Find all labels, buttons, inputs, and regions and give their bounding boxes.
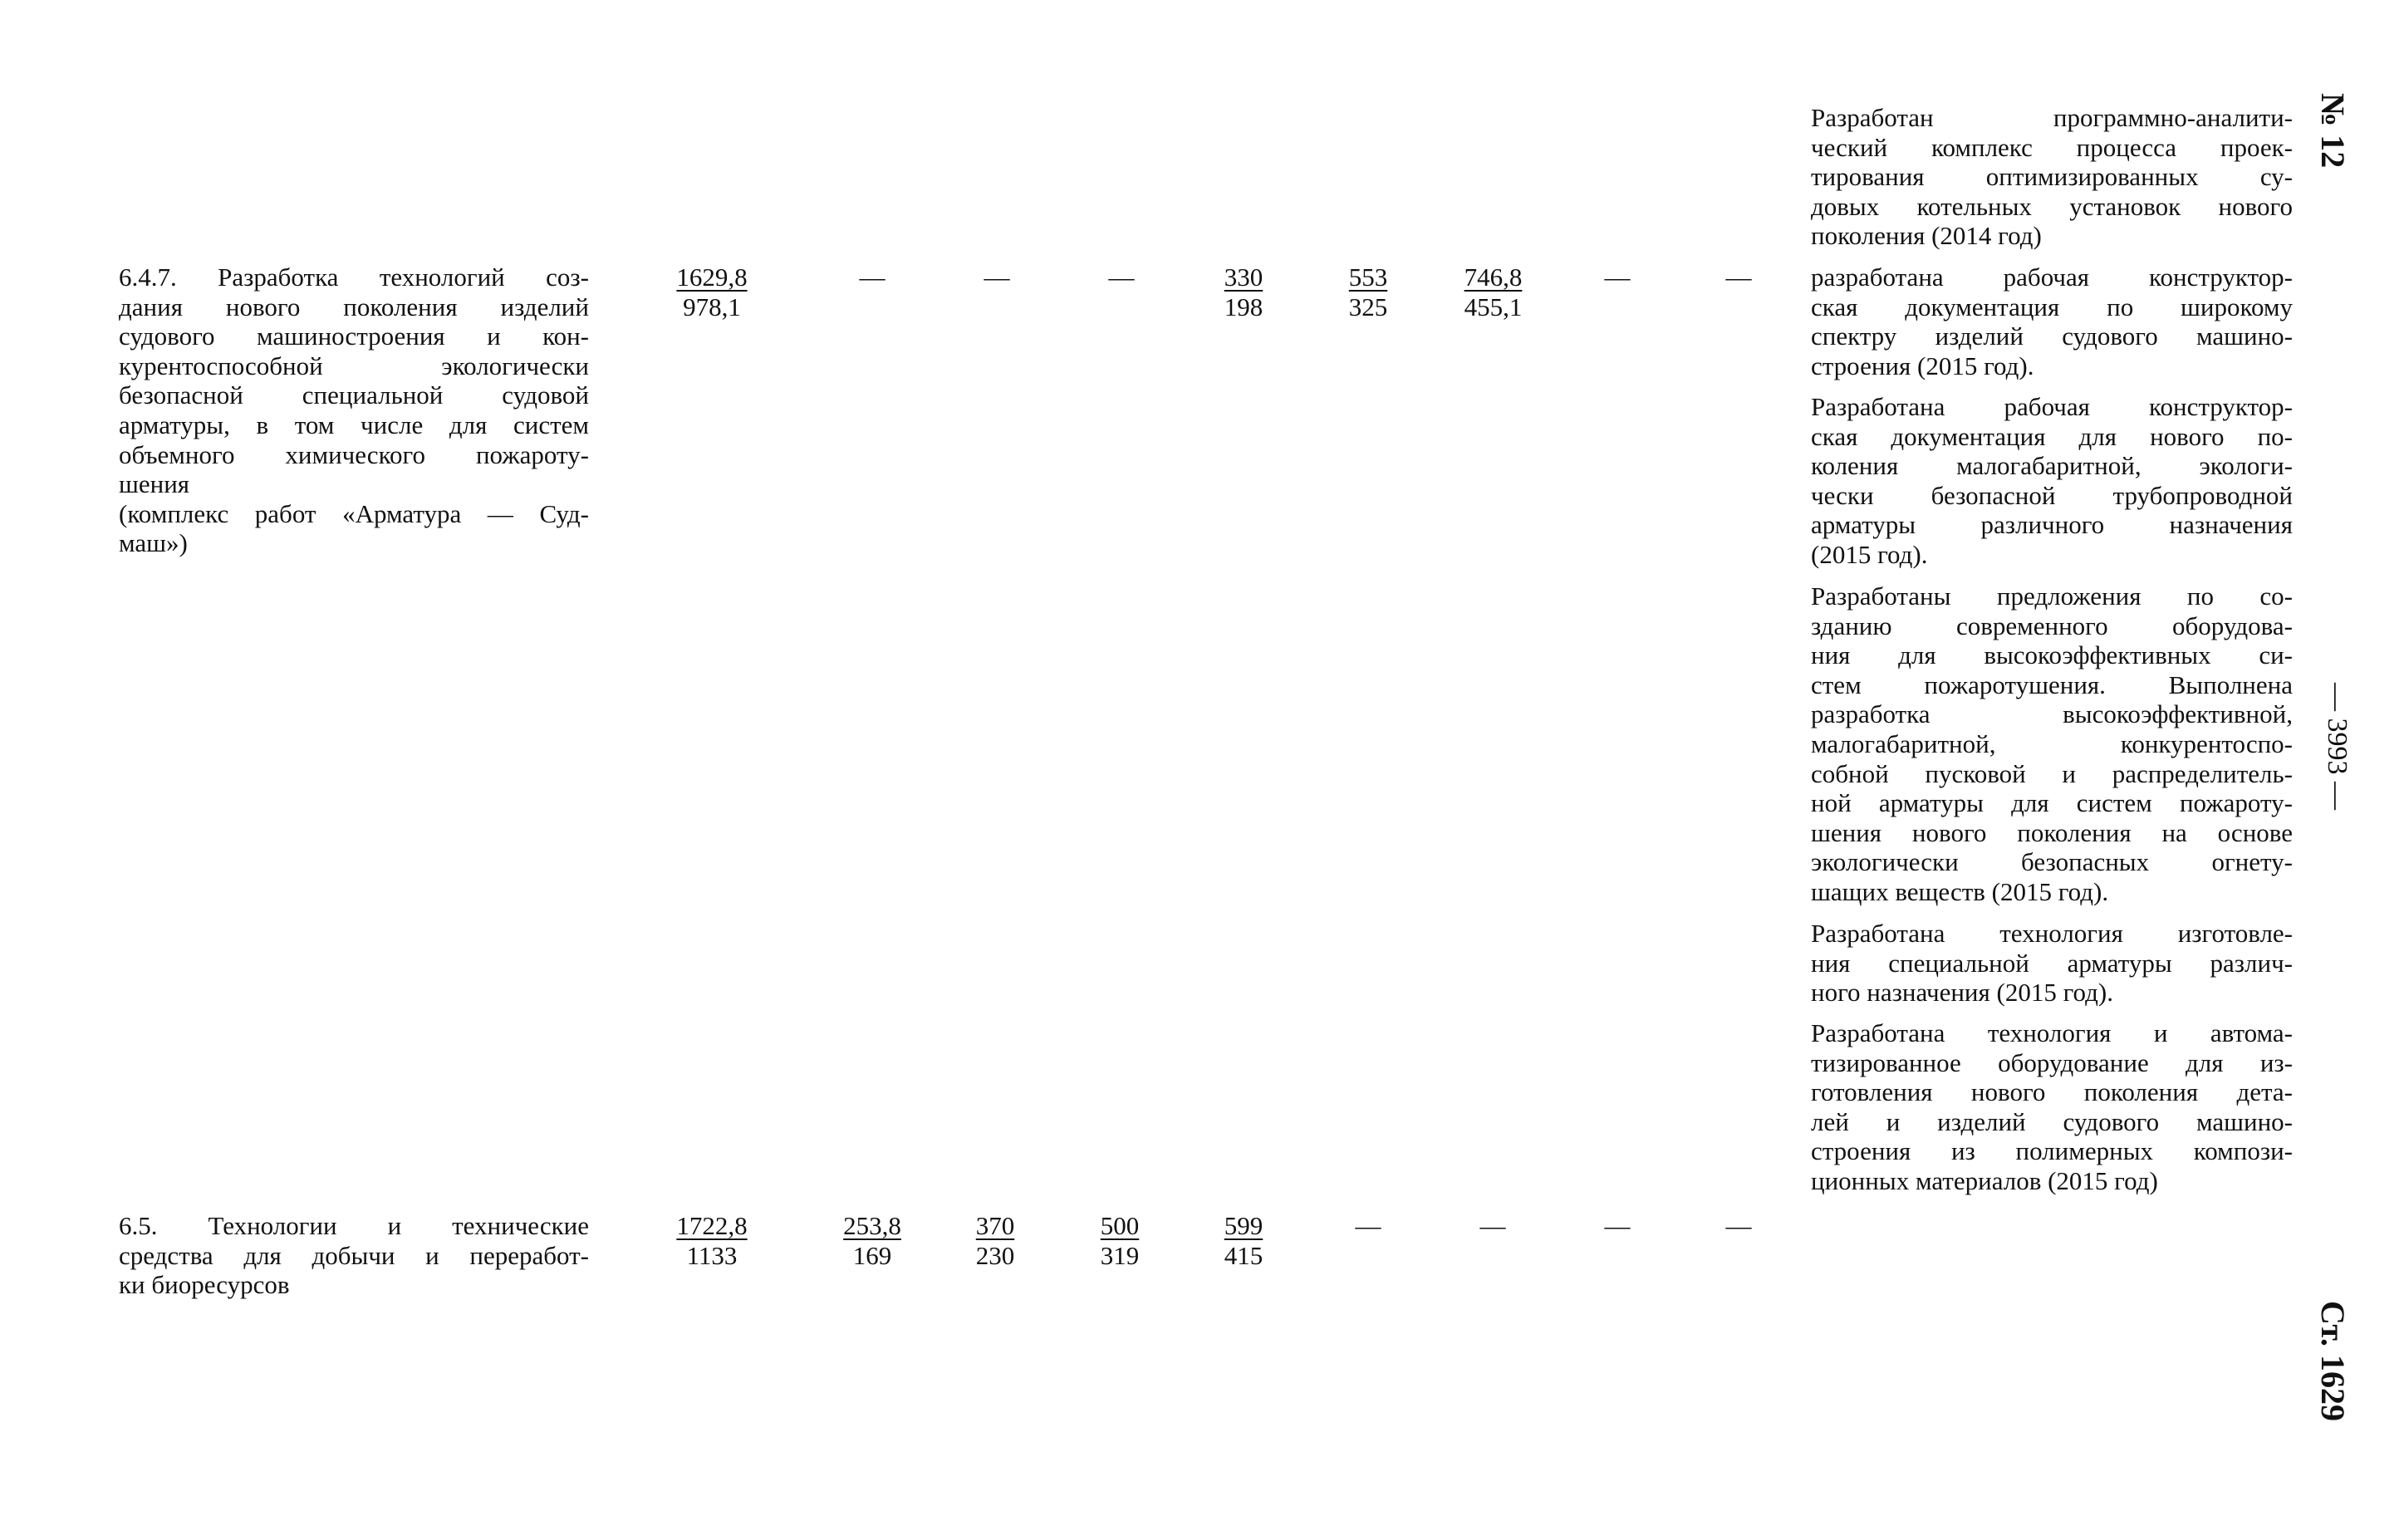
result-line: тирования оптимизированных су- bbox=[1811, 162, 2293, 192]
result-line: зданию современного оборудова- bbox=[1811, 611, 2293, 640]
result-line: Разработана технология изготовле- bbox=[1811, 919, 2293, 948]
funding-bottom: 319 bbox=[1100, 1241, 1140, 1270]
funding-top: 746,8 bbox=[1464, 262, 1523, 292]
name-line: ки биоресурсов bbox=[119, 1270, 290, 1300]
funding-top: 370 bbox=[975, 1211, 1015, 1240]
name-line: маш») bbox=[119, 528, 188, 558]
name-line: судового машиностроения и кон- bbox=[119, 321, 589, 351]
name-line: 6.4.7. Разработка технологий соз- bbox=[119, 262, 589, 292]
result-line: строения из полимерных компози- bbox=[1811, 1136, 2293, 1166]
funding-bottom: 455,1 bbox=[1464, 292, 1523, 321]
name-line: (комплекс работ «Арматура — Суд- bbox=[119, 498, 589, 528]
name-line: 6.5. Технологии и технические bbox=[119, 1211, 589, 1240]
result-line: лей и изделий судового машино- bbox=[1811, 1106, 2293, 1136]
result-line: коления малогабаритной, экологи- bbox=[1811, 451, 2293, 481]
result-line: ной арматуры для систем пожароту- bbox=[1811, 788, 2293, 818]
row-6-4-7-col-4 bbox=[1202, 262, 1285, 322]
row-6-4-7-col-2: — bbox=[984, 262, 1010, 292]
result-line: малогабаритной, конкурентоспо- bbox=[1811, 728, 2293, 758]
result-line: ческий комплекс процесса проек- bbox=[1811, 132, 2293, 162]
funding-bottom: 198 bbox=[1224, 292, 1263, 321]
row-6-4-7-total bbox=[658, 262, 766, 322]
result-paragraph bbox=[1811, 103, 2293, 251]
row-6-5-col-6: — bbox=[1479, 1211, 1506, 1240]
row-6-5-name bbox=[119, 1211, 589, 1300]
funding-bottom: 169 bbox=[852, 1241, 892, 1270]
result-line: Разработана рабочая конструктор- bbox=[1811, 392, 2293, 421]
row-6-4-7-col-5 bbox=[1327, 262, 1410, 322]
result-line: довых котельных установок нового bbox=[1811, 191, 2293, 221]
row-6-4-7-col-6 bbox=[1441, 262, 1545, 322]
result-line: поколения (2014 год) bbox=[1811, 221, 2042, 251]
name-line: средства для добычи и переработ- bbox=[119, 1240, 589, 1270]
result-line: строения (2015 год). bbox=[1811, 351, 2034, 380]
result-line: разработка высокоэффективной, bbox=[1811, 699, 2293, 729]
result-line: ская документация для нового по- bbox=[1811, 421, 2293, 451]
result-paragraph bbox=[1811, 581, 2293, 907]
result-paragraph bbox=[1811, 262, 2293, 380]
funding-top: 253,8 bbox=[843, 1211, 901, 1240]
result-line: собной пусковой и распределитель- bbox=[1811, 758, 2293, 788]
result-line: ционных материалов (2015 год) bbox=[1811, 1165, 2158, 1195]
funding-top: 553 bbox=[1348, 262, 1388, 292]
row-6-4-7-col-7: — bbox=[1604, 262, 1631, 292]
result-line: шения нового поколения на основе bbox=[1811, 817, 2293, 847]
result-line: шащих веществ (2015 год). bbox=[1811, 876, 2109, 906]
name-line: дания нового поколения изделий bbox=[119, 292, 589, 321]
result-line: Разработан программно-аналити- bbox=[1811, 103, 2293, 132]
row-6-5-col-8: — bbox=[1725, 1211, 1752, 1240]
result-line: ния специальной арматуры различ- bbox=[1811, 948, 2293, 978]
row-6-5-total bbox=[658, 1211, 766, 1271]
row-6-5-col-5: — bbox=[1355, 1211, 1381, 1240]
page-number: — 3993 — bbox=[2322, 683, 2352, 810]
funding-bottom: 415 bbox=[1224, 1241, 1263, 1270]
result-paragraph bbox=[1811, 1018, 2293, 1196]
row-6-4-7-col-3: — bbox=[1108, 262, 1135, 292]
funding-bottom: 978,1 bbox=[683, 292, 741, 321]
name-line: шения bbox=[119, 469, 190, 499]
result-line: Разработана технология и автома- bbox=[1811, 1018, 2293, 1047]
result-line: арматуры различного назначения bbox=[1811, 510, 2293, 540]
row-6-4-7-name bbox=[119, 262, 589, 558]
result-line: стем пожаротушения. Выполнена bbox=[1811, 669, 2293, 699]
funding-top: 500 bbox=[1100, 1211, 1140, 1240]
result-line: (2015 год). bbox=[1811, 539, 1928, 569]
funding-top: 1629,8 bbox=[676, 262, 748, 292]
name-line: курентоспособной экологически bbox=[119, 351, 589, 380]
result-line: Разработаны предложения по со- bbox=[1811, 581, 2293, 611]
funding-top: 599 bbox=[1224, 1211, 1263, 1240]
result-line: экологически безопасных огнету- bbox=[1811, 847, 2293, 877]
row-6-5-col-3 bbox=[1078, 1211, 1161, 1271]
result-paragraph bbox=[1811, 392, 2293, 570]
name-line: объемного химического пожароту- bbox=[119, 439, 589, 469]
result-line: чески безопасной трубопроводной bbox=[1811, 480, 2293, 510]
row-6-5-col-4 bbox=[1202, 1211, 1285, 1271]
name-line: арматуры, в том числе для систем bbox=[119, 410, 589, 439]
name-line: безопасной специальной судовой bbox=[119, 380, 589, 410]
funding-top: 1722,8 bbox=[676, 1211, 748, 1240]
result-line: ного назначения (2015 год). bbox=[1811, 978, 2113, 1008]
result-line: тизированное оборудование для из- bbox=[1811, 1047, 2293, 1077]
article-number: Ст. 1629 bbox=[2314, 1301, 2352, 1421]
result-line: спектру изделий судового машино- bbox=[1811, 321, 2293, 351]
result-line: разработана рабочая конструктор- bbox=[1811, 262, 2293, 292]
funding-bottom: 1133 bbox=[686, 1241, 738, 1270]
result-line: ния для высокоэффективных си- bbox=[1811, 640, 2293, 670]
issue-number: № 12 bbox=[2314, 93, 2352, 169]
row-6-5-col-7: — bbox=[1604, 1211, 1631, 1240]
row-6-4-7-col-8: — bbox=[1725, 262, 1752, 292]
row-6-4-7-col-1: — bbox=[859, 262, 886, 292]
result-paragraph bbox=[1811, 919, 2293, 1008]
funding-bottom: 230 bbox=[975, 1241, 1015, 1270]
row-6-5-col-1 bbox=[822, 1211, 922, 1271]
row-6-5-col-2 bbox=[954, 1211, 1037, 1271]
funding-bottom: 325 bbox=[1348, 292, 1388, 321]
result-line: готовления нового поколения дета- bbox=[1811, 1077, 2293, 1107]
funding-top: 330 bbox=[1224, 262, 1263, 292]
result-line: ская документация по широкому bbox=[1811, 292, 2293, 321]
